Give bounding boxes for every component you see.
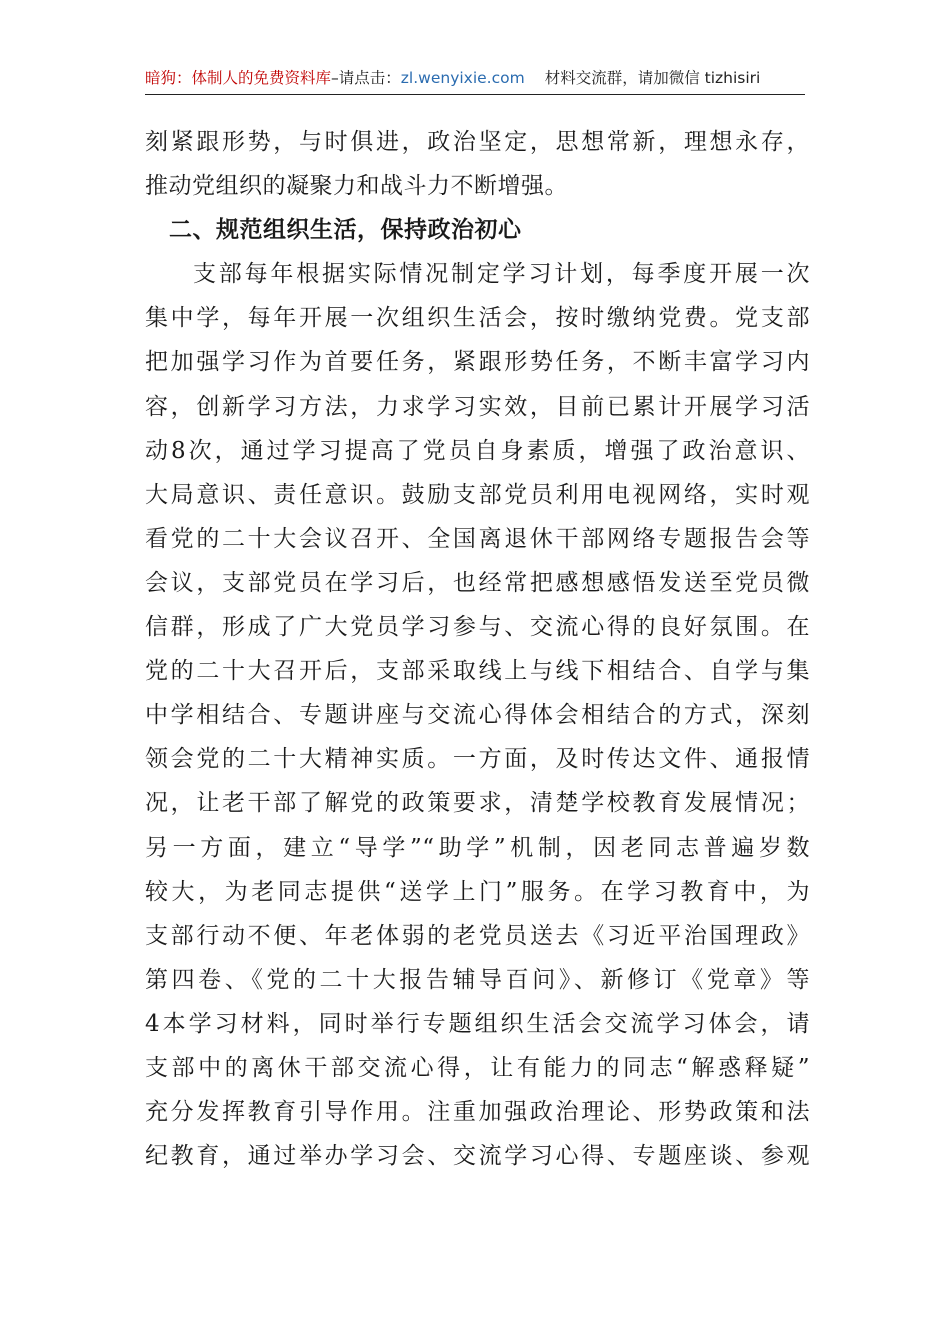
paragraph-line: 容，创新学习方法，力求学习实效，目前已累计开展学习活 xyxy=(145,393,810,420)
paragraph-line: 4本学习材料，同时举行专题组织生活会交流学习体会，请 xyxy=(145,1010,810,1037)
paragraph-line: 中学相结合、专题讲座与交流心得体会相结合的方式，深刻 xyxy=(145,702,810,729)
paragraph-line: 信群，形成了广大党员学习参与、交流心得的良好氛围。在 xyxy=(145,614,810,641)
paragraph-line: 充分发挥教育引导作用。注重加强政治理论、形势政策和法 xyxy=(145,1099,810,1126)
paragraph-line: 刻紧跟形势，与时俱进，政治坚定，思想常新，理想永存， xyxy=(145,129,810,155)
paragraph-line: 领会党的二十大精神实质。一方面，及时传达文件、通报情 xyxy=(145,746,810,773)
paragraph-line: 会议，支部党员在学习后，也经常把感想感悟发送至党员微 xyxy=(145,569,810,596)
paragraph-line: 支部每年根据实际情况制定学习计划，每季度开展一次 xyxy=(193,261,810,288)
click-prompt: –请点击： xyxy=(331,69,401,87)
paragraph-line: 第四卷、《党的二十大报告辅导百问》、新修订《党章》等 xyxy=(145,966,810,993)
paragraph-line: 另一方面，建立“导学”“助学”机制，因老同志普遍岁数 xyxy=(145,834,810,861)
paragraph-line: 集中学，每年开展一次组织生活会，按时缴纳党费。党支部 xyxy=(145,305,810,332)
paragraph-line: 支部中的离休干部交流心得，让有能力的同志“解惑释疑” xyxy=(145,1054,810,1081)
paragraph-line: 况，让老干部了解党的政策要求，清楚学校教育发展情况； xyxy=(145,790,810,817)
paragraph-line: 较大，为老同志提供“送学上门”服务。在学习教育中，为 xyxy=(145,878,810,905)
paragraph-line: 党的二十大召开后，支部采取线上与线下相结合、自学与集 xyxy=(145,658,810,685)
paragraph-line: 动8次，通过学习提高了党员自身素质，增强了政治意识、 xyxy=(145,437,810,464)
section-heading: 二、规范组织生活，保持政治初心 xyxy=(169,217,522,244)
paragraph-line: 把加强学习作为首要任务，紧跟形势任务，不断丰富学习内 xyxy=(145,349,810,376)
site-url-link[interactable]: zl.wenyixie.com xyxy=(400,69,525,87)
paragraph-line: 推动党组织的凝聚力和战斗力不断增强。 xyxy=(145,173,568,200)
paragraph-line: 大局意识、责任意识。鼓励支部党员利用电视网络，实时观 xyxy=(145,481,810,508)
page-header xyxy=(145,66,805,95)
paragraph-line: 看党的二十大会议召开、全国离退休干部网络专题报告会等 xyxy=(145,525,810,552)
document-body xyxy=(145,120,810,1178)
paragraph-line: 支部行动不便、年老体弱的老党员送去《习近平治国理政》 xyxy=(145,922,810,949)
contact-note: 材料交流群，请加微信 tizhisiri xyxy=(544,69,761,87)
paragraph-line: 纪教育，通过举办学习会、交流学习心得、专题座谈、参观 xyxy=(145,1143,810,1170)
site-name: 暗狗：体制人的免费资料库 xyxy=(145,69,332,87)
